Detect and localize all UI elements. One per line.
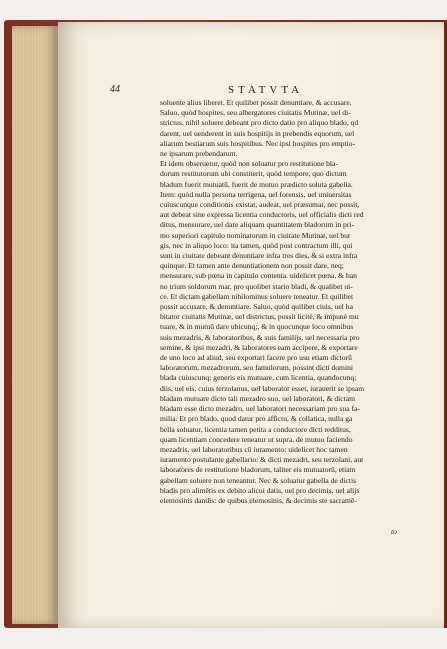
text-line: mezadris, uel laboratoribus cū iuramento: uidelicet hoc tamen <box>160 444 348 454</box>
text-line: ditus, mensurare, uel dare aliquam quantitatem bladorum in pri- <box>160 220 355 230</box>
text-line: no trium soldorum mar. pro quolibet stario bladi, & qualibet ui- <box>160 281 353 291</box>
text-line: milia. Et pro blado, quod datur pro affictu, & collatica, nulla ga <box>160 414 353 424</box>
text-line: bladam esse dicto mezadro, uel laboratori necessariam pro sua fa- <box>160 404 360 414</box>
text-line: possit accusare, & denuntiare. Saluo, quòd quilibet ciuis, uel ha <box>160 302 353 312</box>
text-line: gabellam soluere non teneantur. Nec & soluatur gabella de dictis <box>160 475 357 485</box>
text-line: strictus, nihil soluere debeant pro dicto datio pro aliquo blado, qd <box>160 118 359 128</box>
text-line: quinque. Et tamen ante denuntiationem non possit dare, neq; <box>160 261 344 271</box>
text-line: quam licentiam concedere teneatur ut supra, de mutuo faciendo <box>160 434 353 444</box>
text-line: bladam mutuare dicto tali mezadro suo, uel laboratori, & dictam <box>160 393 356 403</box>
text-line: Et idem obseruetur, quòd non soluatur pro restitutione bla- <box>160 159 338 169</box>
text-line: de uno loco ad aliud, seu exportari facere pro usu etiam dictorū <box>160 353 352 363</box>
text-line: laboratorum, mezadrorum, seu famulorum, possint dicti domini <box>160 363 353 373</box>
catchword: to <box>391 527 397 536</box>
text-line: bella soluatur, licentia tamen petita a conductore dicti redditus, <box>160 424 351 434</box>
text-line: aut debeat sine expressa licentia conductoris, uel officialis dicti red <box>160 210 364 220</box>
page-number: 44 <box>110 84 120 95</box>
text-line: bitator ciuitatis Mutinæ, uel districtus, possit licitè, & impunè mu <box>160 312 359 322</box>
text-line: gis, nec in aliquo loco: ita tamen, quòd post contractum illi, qui <box>160 240 353 250</box>
text-line: laboratores de restitutione bladorum, taliter eis mutuatorū, etiam <box>160 465 356 475</box>
text-line: suis mezadris, & laboratoribus, & suis familijs, uel necessaria pro <box>160 332 360 342</box>
text-line: bladum fuerit mutuatū, fuerit de mutuo prædicto soluta gabella. <box>160 179 353 189</box>
text-line: semine, & ipsi mezadri, & laboratores eam accipere, & exportare <box>160 342 358 352</box>
text-line: aliarum bestiarum suis hospitibus. Nec ipsi hospites pro emptio- <box>160 138 356 148</box>
text-body <box>160 98 422 506</box>
page-edges <box>12 26 58 624</box>
text-line: tuare, & in mutuū dare ubicunq;, & in quocunque loco omnibus <box>160 322 354 332</box>
text-line: bladis pro alimētis ex debito alicui datis, uel pro decimis, uel alijs <box>160 485 360 495</box>
text-line: ne ipsarum prebendarum. <box>160 149 238 159</box>
running-title: STATVTA <box>228 84 304 96</box>
text-line: Item: quòd nulla persona terrigena, uel forensis, uel uniuersitas <box>160 189 352 199</box>
text-line: soluente alius liberet. Et quilibet possit denuntiare, & accusare. <box>160 98 352 107</box>
text-line: cuiuscunque conditionis existat, audeat, uel præsumat, nec possit, <box>160 200 360 210</box>
text-line: dorum restitutorum ubi constiterit, quòd tempore, quo dictum <box>160 169 347 179</box>
text-line: diis, uel eis, cuius terzolanus, uel laborator esset, iurauerit se ipsam <box>160 383 365 393</box>
text-line: iuramento postulante gabellario: & dicti mezadri, seu terzolani, aut <box>160 455 364 465</box>
text-line: blada cuiuscunq; generis eis mutuare, cum licentia, quandocunq; <box>160 373 357 383</box>
text-line: mensurare, sub pœna in capitulo contenta. uidelicet pœna, & ban <box>160 271 357 281</box>
text-line: ce. Et dictam gabellam nihilominus soluere teneatur. Et quilibet <box>160 291 354 301</box>
text-line: sunt in ciuitate debeant denuntiare infra tres dies, & si extra infra <box>160 251 358 261</box>
text-line: Saluo, quòd hospites, seu albergatores ciuitatis Mutinæ, uel di- <box>160 108 351 118</box>
page-header <box>110 84 420 98</box>
text-line: mo superiori capitulo nominatorum in ciuitate Mutinæ, uel bur <box>160 230 351 240</box>
text-line: darent, uel uenderent in suis hospitijs in prebendis equorum, uel <box>160 128 355 138</box>
text-line: elemosinis dandis: de quibus elemosinis, & decimis ste sacramē- <box>160 495 357 505</box>
